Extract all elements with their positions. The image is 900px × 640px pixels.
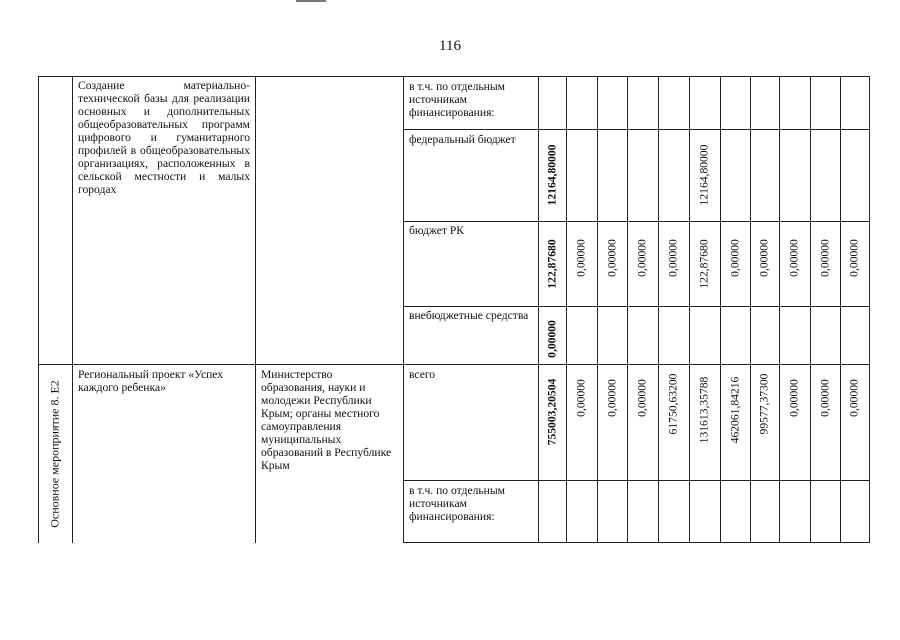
grid-line: [658, 76, 659, 543]
row1-description: Создание материально-технической базы для реализации основных и дополнительных общеобразовательных программ цифрового и гуманитарного профилей в общеобразовательных организациях, расположенных в сельской местности и малых городах: [78, 79, 250, 196]
grid-line: [750, 76, 751, 543]
row2-source-label: в т.ч. по отдельным источникам финансирования:: [409, 484, 505, 523]
row1-rk-value: 0,00000: [574, 239, 588, 277]
row2-total-value: 0,00000: [787, 379, 801, 417]
grid-line: [538, 76, 539, 543]
grid-line: [38, 76, 870, 77]
grid-line: [255, 76, 256, 543]
grid-line: [403, 542, 870, 543]
row1-rk-label: бюджет РК: [409, 224, 465, 237]
row1-rk-value: 0,00000: [635, 239, 649, 277]
row1-rk-value: 0,00000: [847, 239, 861, 277]
row2-total-value: 0,00000: [818, 379, 832, 417]
row2-total-value: 0,00000: [605, 379, 619, 417]
row1-rk-value: 122,87680: [545, 239, 559, 289]
row1-source-label: в т.ч. по отдельным источникам финансирования:: [409, 80, 505, 119]
grid-line: [403, 221, 870, 222]
row1-rk-value: 0,00000: [605, 239, 619, 277]
grid-line: [403, 129, 870, 130]
row2-total-value: 0,00000: [847, 379, 861, 417]
row2-event-label: Основное мероприятие 8. Е2: [47, 380, 62, 528]
grid-line: [597, 76, 598, 543]
grid-line: [403, 76, 404, 543]
row2-total-value: 462061,84216: [728, 376, 742, 444]
row2-total-value: 131613,35788: [697, 376, 711, 444]
row2-executor: Министерство образования, науки и молодежи Республики Крым; органы местного самоуправления муниципальных образований в Республике Крым: [261, 368, 392, 472]
row1-federal-col6: 12164,80000: [697, 144, 711, 206]
grid-line: [403, 480, 870, 481]
page-number: 116: [439, 38, 461, 54]
row1-rk-value: 122,87680: [697, 239, 711, 289]
row2-description: Региональный проект «Успех каждого ребенка»: [78, 368, 224, 394]
row2-total-value: 0,00000: [574, 379, 588, 417]
row2-total-value: 61750,63200: [666, 373, 680, 435]
grid-line: [566, 76, 567, 543]
grid-line: [38, 364, 870, 365]
grid-line: [403, 306, 870, 307]
row2-total-value: 755003,20504: [545, 378, 559, 446]
grid-line: [869, 76, 870, 543]
row2-total-label: всего: [409, 368, 436, 381]
grid-line: [779, 76, 780, 543]
grid-line: [627, 76, 628, 543]
grid-line: [810, 76, 811, 543]
grid-line: [72, 76, 73, 543]
row1-rk-value: 0,00000: [757, 239, 771, 277]
row1-federal-total: 12164,80000: [545, 144, 559, 206]
row1-federal-label: федеральный бюджет: [409, 133, 516, 146]
grid-line: [689, 76, 690, 543]
grid-line: [840, 76, 841, 543]
row1-rk-value: 0,00000: [666, 239, 680, 277]
scan-mark: [296, 0, 326, 2]
grid-line: [38, 76, 39, 543]
row2-total-value: 0,00000: [635, 379, 649, 417]
row1-extra-total: 0,00000: [545, 320, 559, 358]
row1-extra-label: внебюджетные средства: [409, 309, 529, 322]
row2-total-value: 99577,37300: [757, 373, 771, 435]
row1-rk-value: 0,00000: [728, 239, 742, 277]
row1-rk-value: 0,00000: [787, 239, 801, 277]
row1-rk-value: 0,00000: [818, 239, 832, 277]
grid-line: [720, 76, 721, 543]
